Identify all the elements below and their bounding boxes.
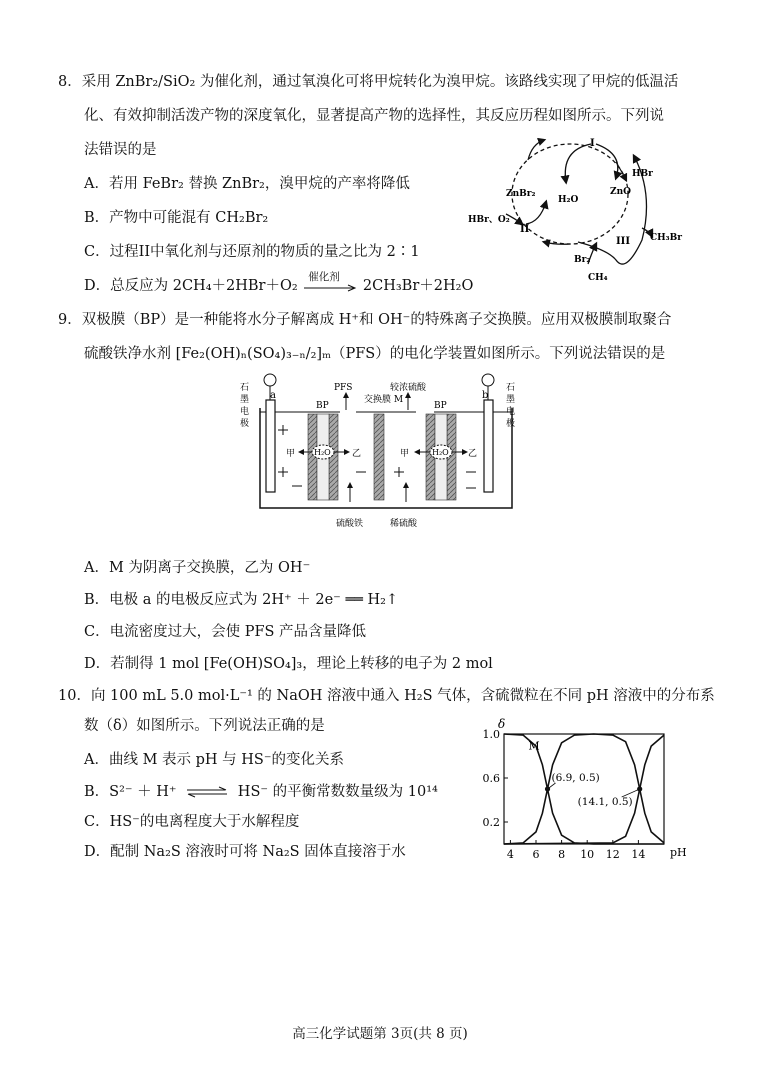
q8-label-ii: II <box>520 224 530 235</box>
q9-label-a: a <box>270 390 276 401</box>
q9-electrode-a-terminal <box>264 374 276 386</box>
q9-right-water: H₂O <box>432 448 449 457</box>
x-tick-label: 4 <box>506 848 514 861</box>
annotation-label: (14.1, 0.5) <box>577 796 633 808</box>
q8-label-h2o: H₂O <box>558 195 579 205</box>
q9-left-electrode-char-4: 极 <box>240 419 250 429</box>
q9-option-b: B．电极 a 的电极反应式为 2H⁺ ＋ 2e⁻ ══ H₂↑ <box>84 592 399 608</box>
q9-label-b: b <box>482 390 489 401</box>
y-tick-label: 1.0 <box>482 728 500 741</box>
q10-option-a: A．曲线 M 表示 pH 与 HS⁻的变化关系 <box>84 752 345 768</box>
q9-label-bp-right: BP <box>434 401 447 411</box>
q8-option-b: B．产物中可能混有 CH₂Br₂ <box>84 210 269 226</box>
q9-label-ferric-sulfate: 硫酸铁 <box>336 519 364 529</box>
q9-label-yi-left: 乙 <box>352 449 362 459</box>
x-tick-label: 12 <box>605 848 620 861</box>
q8-label-zno: ZnO <box>610 187 631 197</box>
q8-label-iii: III <box>616 236 631 247</box>
q9-electrode-a <box>266 400 275 492</box>
q8-stem-line2: 化、有效抑制活泼产物的深度氧化，显著提高产物的选择性，其反应历程如图所示。下列说 <box>84 108 664 124</box>
q9-right-electrode-char-3: 电 <box>506 407 516 417</box>
q9-label-pfs: PFS <box>334 383 353 393</box>
q8-stem-line1: 8．采用 ZnBr₂/SiO₂ 为催化剂，通过氧溴化可将甲烷转化为溴甲烷。该路线实现了甲烷的低温活 <box>58 74 679 90</box>
q8-label-i: I <box>590 138 595 149</box>
q9-right-electrode-char-4: 极 <box>506 419 516 429</box>
q9-label-jia-right: 甲 <box>400 449 410 459</box>
q10-stem-line1: 10．向 100 mL 5.0 mol·L⁻¹ 的 NaOH 溶液中通入 H₂S 气体，含硫微粒在不同 pH 溶液中的分布系 <box>58 688 715 704</box>
q8-label-ch4: CH₄ <box>588 273 608 283</box>
page-footer: 高三化学试题第 3页(共 8 页) <box>292 1026 468 1042</box>
equilibrium-arrow-icon <box>185 785 229 799</box>
q10-option-d: D．配制 Na₂S 溶液时可将 Na₂S 固体直接溶于水 <box>84 844 406 860</box>
q9-label-bp-left: BP <box>316 401 329 411</box>
q9-right-electrode-char-2: 墨 <box>506 395 516 405</box>
q9-right-electrode-char-1: 石 <box>506 383 516 393</box>
q8-label-hbr-o2: HBr、O₂ <box>468 215 510 225</box>
y-axis-label: δ <box>498 717 506 731</box>
q8-catalyst-arrow <box>302 271 358 293</box>
q9-label-conc-acid: 较浓硫酸 <box>390 383 427 393</box>
q8-option-c: C．过程II中氧化剂与还原剂的物质的量之比为 2∶1 <box>84 244 420 260</box>
q8-option-a: A．若用 FeBr₂ 替换 ZnBr₂，溴甲烷的产率将降低 <box>84 176 410 192</box>
q9-left-water: H₂O <box>314 448 331 457</box>
x-tick-label: 8 <box>558 848 566 861</box>
q8-label-br2: Br₂ <box>574 255 591 265</box>
q9-electrolysis-diagram <box>230 368 530 536</box>
q9-exchange-membrane-m <box>374 414 384 500</box>
q10-stem-line2: 数（δ）如图所示。下列说法正确的是 <box>84 718 325 734</box>
x-tick-label: 6 <box>532 848 540 861</box>
q8-label-hbr: HBr <box>632 169 653 179</box>
q9-option-c: C．电流密度过大，会使 PFS 产品含量降低 <box>84 624 367 640</box>
q10-option-b-products: HS⁻ 的平衡常数数量级为 10¹⁴ <box>237 784 438 800</box>
q8-reaction-cycle-diagram <box>466 132 706 292</box>
series-label-m: M <box>528 739 540 753</box>
q9-label-membrane-m: 交换膜 M <box>364 395 404 405</box>
reaction-arrow-icon <box>302 281 358 295</box>
q9-left-electrode-char-1: 石 <box>240 383 250 393</box>
annotation-label: (6.9, 0.5) <box>551 772 600 784</box>
q10-option-b <box>84 780 438 801</box>
q9-label-dilute-acid: 稀硫酸 <box>390 519 418 529</box>
q8-label-ch3br: CH₃Br <box>650 233 682 243</box>
q9-option-d: D．若制得 1 mol [Fe(OH)SO₄]₃，理论上转移的电子为 2 mol <box>84 656 493 672</box>
q8-catalyst-label: 催化剂 <box>308 271 340 283</box>
q9-stem-line1: 9．双极膜（BP）是一种能将水分子解离成 H⁺和 OH⁻的特殊离子交换膜。应用双极膜制取聚合 <box>58 312 672 328</box>
x-tick-label: 10 <box>580 848 595 861</box>
q9-electrode-b-terminal <box>482 374 494 386</box>
q8-option-d-reactants: D．总反应为 2CH₄＋2HBr＋O₂ <box>84 278 298 294</box>
y-tick-label: 0.2 <box>482 816 500 829</box>
q8-stem-line3: 法错误的是 <box>84 142 157 158</box>
q9-left-electrode-char-2: 墨 <box>240 395 250 405</box>
q8-label-znbr2: ZnBr₂ <box>506 189 536 199</box>
q9-stem-line2: 硫酸铁净水剂 [Fe₂(OH)ₙ(SO₄)₃₋ₙ/₂]ₘ（PFS）的电化学装置如图所示。下列说法错误的是 <box>84 346 666 362</box>
q10-option-c: C．HS⁻的电离程度大于水解程度 <box>84 814 300 830</box>
q9-left-electrode-char-3: 电 <box>240 407 250 417</box>
q9-label-jia-left: 甲 <box>286 449 296 459</box>
q9-electrode-b <box>484 400 493 492</box>
q10-distribution-chart <box>466 712 706 868</box>
q8-option-d <box>84 271 474 295</box>
q9-option-a: A．M 为阴离子交换膜，乙为 OH⁻ <box>84 560 311 576</box>
y-tick-label: 0.6 <box>482 772 500 785</box>
q9-label-yi-right: 乙 <box>468 449 478 459</box>
x-axis-label: pH <box>670 846 687 859</box>
q8-option-d-products: 2CH₃Br＋2H₂O <box>362 278 474 294</box>
x-tick-label: 14 <box>631 848 646 861</box>
q10-option-b-reactants: B．S²⁻ ＋ H⁺ <box>84 784 177 800</box>
